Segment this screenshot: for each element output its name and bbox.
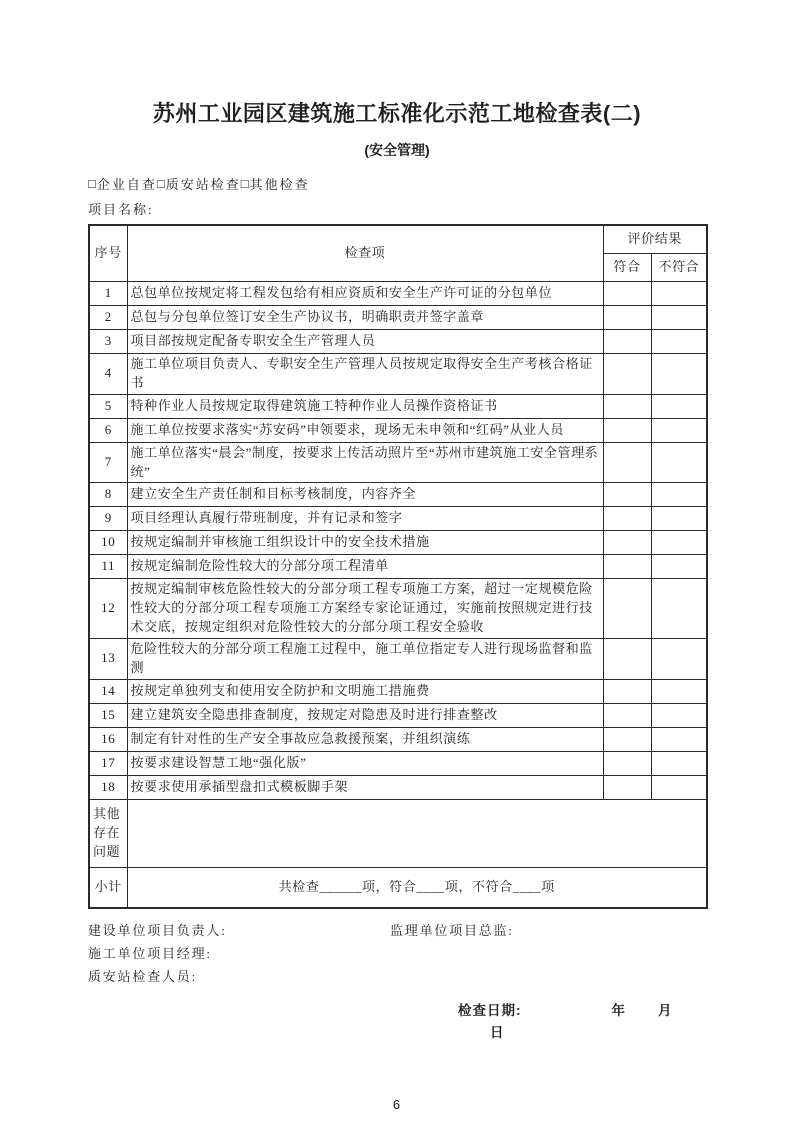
check-item-enterprise	[88, 174, 157, 193]
row-fail-cell[interactable]	[651, 282, 707, 306]
date-label: 检查日期:	[458, 1003, 522, 1019]
row-pass-cell[interactable]	[603, 531, 651, 555]
row-index: 11	[89, 555, 127, 579]
table-row	[89, 306, 707, 330]
row-index: 4	[89, 354, 127, 395]
table-row	[89, 638, 707, 679]
row-check-item-text: 建立建筑安全隐患排查制度，按规定对隐患及时进行排查整改	[127, 703, 603, 727]
row-pass-cell[interactable]	[603, 727, 651, 751]
row-fail-cell[interactable]	[651, 354, 707, 395]
table-row	[89, 775, 707, 799]
row-check-item-text: 按规定单独列支和使用安全防护和文明施工措施费	[127, 679, 603, 703]
row-pass-cell[interactable]	[603, 394, 651, 418]
signature-block	[88, 919, 706, 1041]
row-fail-cell[interactable]	[651, 483, 707, 507]
row-index: 2	[89, 306, 127, 330]
table-row	[89, 579, 707, 639]
row-pass-cell[interactable]	[603, 306, 651, 330]
check-type-row	[88, 174, 706, 193]
row-pass-cell[interactable]	[603, 483, 651, 507]
row-index: 3	[89, 330, 127, 354]
col-header-index: 序号	[89, 225, 127, 282]
row-pass-cell[interactable]	[603, 555, 651, 579]
row-index: 15	[89, 703, 127, 727]
other-issues-row	[89, 799, 707, 867]
row-index: 14	[89, 679, 127, 703]
row-index: 1	[89, 282, 127, 306]
row-index: 8	[89, 483, 127, 507]
signature-line-2	[88, 942, 706, 965]
checkbox-icon[interactable]: □	[240, 175, 249, 191]
check-item-label: 其他检查	[249, 177, 310, 192]
row-fail-cell[interactable]	[651, 442, 707, 483]
row-index: 10	[89, 531, 127, 555]
col-header-item: 检查项	[127, 225, 603, 282]
table-row	[89, 751, 707, 775]
table-header-row-1	[89, 225, 707, 254]
row-fail-cell[interactable]	[651, 727, 707, 751]
col-header-pass: 符合	[603, 254, 651, 282]
table-row	[89, 354, 707, 395]
row-check-item-text: 施工单位按要求落实“苏安码”申领要求，现场无未申领和“红码”从业人员	[127, 418, 603, 442]
row-index: 9	[89, 507, 127, 531]
row-fail-cell[interactable]	[651, 507, 707, 531]
row-check-item-text: 按要求建设智慧工地“强化版”	[127, 751, 603, 775]
month-label: 月	[658, 1003, 673, 1019]
supervisor-signature-label: 监理单位项目总监:	[390, 923, 514, 939]
document-sheet	[88, 0, 706, 1041]
row-check-item-text: 项目部按规定配备专职安全生产管理人员	[127, 330, 603, 354]
day-label: 日	[490, 1025, 505, 1041]
row-fail-cell[interactable]	[651, 330, 707, 354]
subtotal-row	[89, 867, 707, 908]
row-pass-cell[interactable]	[603, 354, 651, 395]
table-row	[89, 531, 707, 555]
row-pass-cell[interactable]	[603, 679, 651, 703]
row-check-item-text: 按规定编制危险性较大的分部分项工程清单	[127, 555, 603, 579]
row-pass-cell[interactable]	[603, 330, 651, 354]
row-fail-cell[interactable]	[651, 638, 707, 679]
row-index: 16	[89, 727, 127, 751]
row-index: 12	[89, 579, 127, 639]
row-index: 18	[89, 775, 127, 799]
table-row	[89, 394, 707, 418]
check-item-station	[157, 174, 241, 193]
table-row	[89, 555, 707, 579]
row-pass-cell[interactable]	[603, 442, 651, 483]
contractor-signature-label: 施工单位项目经理:	[88, 946, 212, 962]
station-signature-label: 质安站检查人员:	[88, 969, 198, 985]
table-row	[89, 330, 707, 354]
row-fail-cell[interactable]	[651, 775, 707, 799]
row-index: 17	[89, 751, 127, 775]
row-index: 7	[89, 442, 127, 483]
row-fail-cell[interactable]	[651, 531, 707, 555]
row-fail-cell[interactable]	[651, 751, 707, 775]
col-header-result: 评价结果	[603, 225, 707, 254]
row-check-item-text: 项目经理认真履行带班制度，并有记录和签字	[127, 507, 603, 531]
table-row	[89, 282, 707, 306]
check-item-other	[241, 174, 310, 193]
table-row	[89, 418, 707, 442]
table-row	[89, 727, 707, 751]
row-check-item-text: 按规定编制并审核施工组织设计中的安全技术措施	[127, 531, 603, 555]
row-check-item-text: 施工单位项目负责人、专职安全生产管理人员按规定取得安全生产考核合格证书	[127, 354, 603, 395]
row-check-item-text: 危险性较大的分部分项工程施工过程中，施工单位指定专人进行现场监督和监测	[127, 638, 603, 679]
row-fail-cell[interactable]	[651, 418, 707, 442]
col-header-fail: 不符合	[651, 254, 707, 282]
row-fail-cell[interactable]	[651, 579, 707, 639]
page-title: 苏州工业园区建筑施工标准化示范工地检查表(二)	[152, 101, 642, 126]
row-pass-cell[interactable]	[603, 703, 651, 727]
inspection-table	[88, 224, 708, 909]
row-index: 6	[89, 418, 127, 442]
row-check-item-text: 按要求使用承插型盘扣式模板脚手架	[127, 775, 603, 799]
row-pass-cell[interactable]	[603, 507, 651, 531]
signature-line-1	[88, 919, 706, 942]
row-check-item-text: 特种作业人员按规定取得建筑施工特种作业人员操作资格证书	[127, 394, 603, 418]
row-fail-cell[interactable]	[651, 394, 707, 418]
row-pass-cell[interactable]	[603, 775, 651, 799]
row-fail-cell[interactable]	[651, 703, 707, 727]
row-check-item-text: 施工单位落实“晨会”制度，按要求上传活动照片至“苏州市建筑施工安全管理系统”	[127, 442, 603, 483]
row-fail-cell[interactable]	[651, 306, 707, 330]
row-check-item-text: 总包与分包单位签订安全生产协议书，明确职责并签字盖章	[127, 306, 603, 330]
table-row	[89, 703, 707, 727]
signature-line-3	[88, 965, 706, 988]
table-row	[89, 483, 707, 507]
table-row	[89, 507, 707, 531]
year-label: 年	[611, 1003, 626, 1019]
owner-signature-label: 建设单位项目负责人:	[88, 923, 227, 939]
row-pass-cell[interactable]	[603, 638, 651, 679]
row-pass-cell[interactable]	[603, 282, 651, 306]
other-issues-blank-cell[interactable]	[127, 799, 707, 867]
row-check-item-text: 建立安全生产责任制和目标考核制度，内容齐全	[127, 483, 603, 507]
project-name-label: 项目名称:	[88, 202, 154, 217]
row-index: 13	[89, 638, 127, 679]
subtotal-text: 共检查______项，符合____项，不符合____项	[127, 867, 707, 908]
row-pass-cell[interactable]	[603, 751, 651, 775]
page-subtitle: (安全管理)	[364, 142, 430, 158]
subtotal-label: 小计	[89, 867, 127, 908]
row-check-item-text: 制定有针对性的生产安全事故应急救援预案，并组织演练	[127, 727, 603, 751]
row-pass-cell[interactable]	[603, 579, 651, 639]
other-issues-label: 其他存在问题	[89, 799, 127, 867]
row-fail-cell[interactable]	[651, 555, 707, 579]
row-fail-cell[interactable]	[651, 679, 707, 703]
check-item-label: 企业自查	[96, 177, 157, 192]
row-pass-cell[interactable]	[603, 418, 651, 442]
table-row	[89, 442, 707, 483]
row-check-item-text: 总包单位按规定将工程发包给有相应资质和安全生产许可证的分包单位	[127, 282, 603, 306]
checkbox-icon[interactable]: □	[88, 175, 96, 191]
checkbox-icon[interactable]: □	[156, 175, 165, 191]
page-number: 6	[392, 1097, 401, 1112]
table-row	[89, 679, 707, 703]
check-item-label: 质安站检查	[165, 177, 241, 192]
row-check-item-text: 按规定编制审核危险性较大的分部分项工程专项施工方案，超过一定规模危险性较大的分部分项工程专项施工方案经专家论证通过，实施前按照规定进行技术交底，按规定组织对危险性较大的分部分项工程安全验收	[127, 579, 603, 639]
row-index: 5	[89, 394, 127, 418]
inspection-date-line	[88, 1000, 706, 1041]
